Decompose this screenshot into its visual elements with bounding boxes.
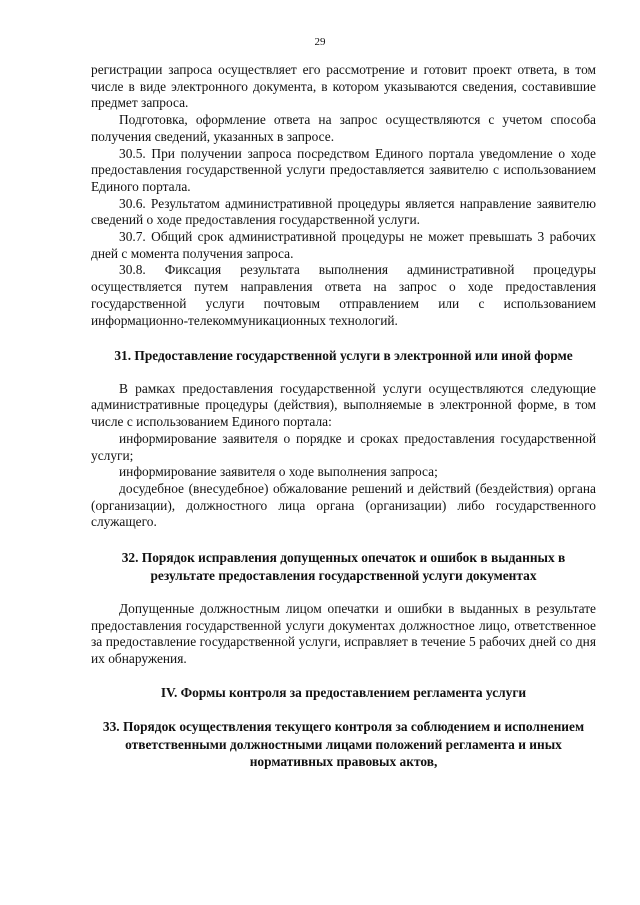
paragraph: Допущенные должностным лицом опечатки и ошибки в выданных в результате предоставления государственной услуги документах должностное лицо, ответственное за предоставление государственной услуги, исправляет в течение 5 рабочих дней со дня их обнаружения.	[91, 601, 596, 667]
paragraph: 30.8. Фиксация результата выполнения административной процедуры осуществляется путем направления ответа на запрос о ходе предоставления государственной услуги почтовым отправлением или с использованием информационно-телекоммуникационных технологий.	[91, 262, 596, 328]
document-body	[91, 62, 596, 771]
section-heading-33: 33. Порядок осуществления текущего контроля за соблюдением и исполнением ответственными должностными лицами положений регламента и иных нормативных правовых актов,	[102, 719, 585, 770]
paragraph: регистрации запроса осуществляет его рассмотрение и готовит проект ответа, в том числе в виде электронного документа, в котором указываются сведения, составившие предмет запроса.	[91, 62, 596, 111]
paragraph: Подготовка, оформление ответа на запрос осуществляются с учетом способа получения сведений, указанных в запросе.	[91, 112, 596, 144]
section-heading-31: 31. Предоставление государственной услуги в электронной или иной форме	[114, 348, 573, 364]
page-number: 29	[314, 36, 326, 48]
chapter-heading-iv: IV. Формы контроля за предоставлением регламента услуги	[160, 684, 527, 700]
section-heading-32: 32. Порядок исправления допущенных опечаток и ошибок в выданных в результате предоставления государственной услуги документах	[121, 550, 566, 583]
list-item: информирование заявителя о порядке и сроках предоставления государственной услуги;	[91, 430, 596, 463]
list-item: информирование заявителя о ходе выполнения запроса;	[119, 464, 438, 480]
paragraph: 30.5. При получении запроса посредством Единого портала уведомление о ходе предоставления государственной услуги предоставляется заявителю с использованием Единого портала.	[91, 145, 596, 194]
list-item: досудебное (внесудебное) обжалование решений и действий (бездействия) органа (организации), должностного лица органа (организации) либо государственного служащего.	[91, 480, 596, 530]
paragraph: В рамках предоставления государственной услуги осуществляются следующие административные процедуры (действия), выполняемые в электронной форме, в том числе с использованием Единого портала:	[91, 380, 596, 430]
paragraph: 30.7. Общий срок административной процедуры не может превышать 3 рабочих дней с момента получения запроса.	[91, 229, 596, 261]
paragraph: 30.6. Результатом административной процедуры является направление заявителю сведений о ходе предоставления государственной услуги.	[91, 195, 596, 228]
